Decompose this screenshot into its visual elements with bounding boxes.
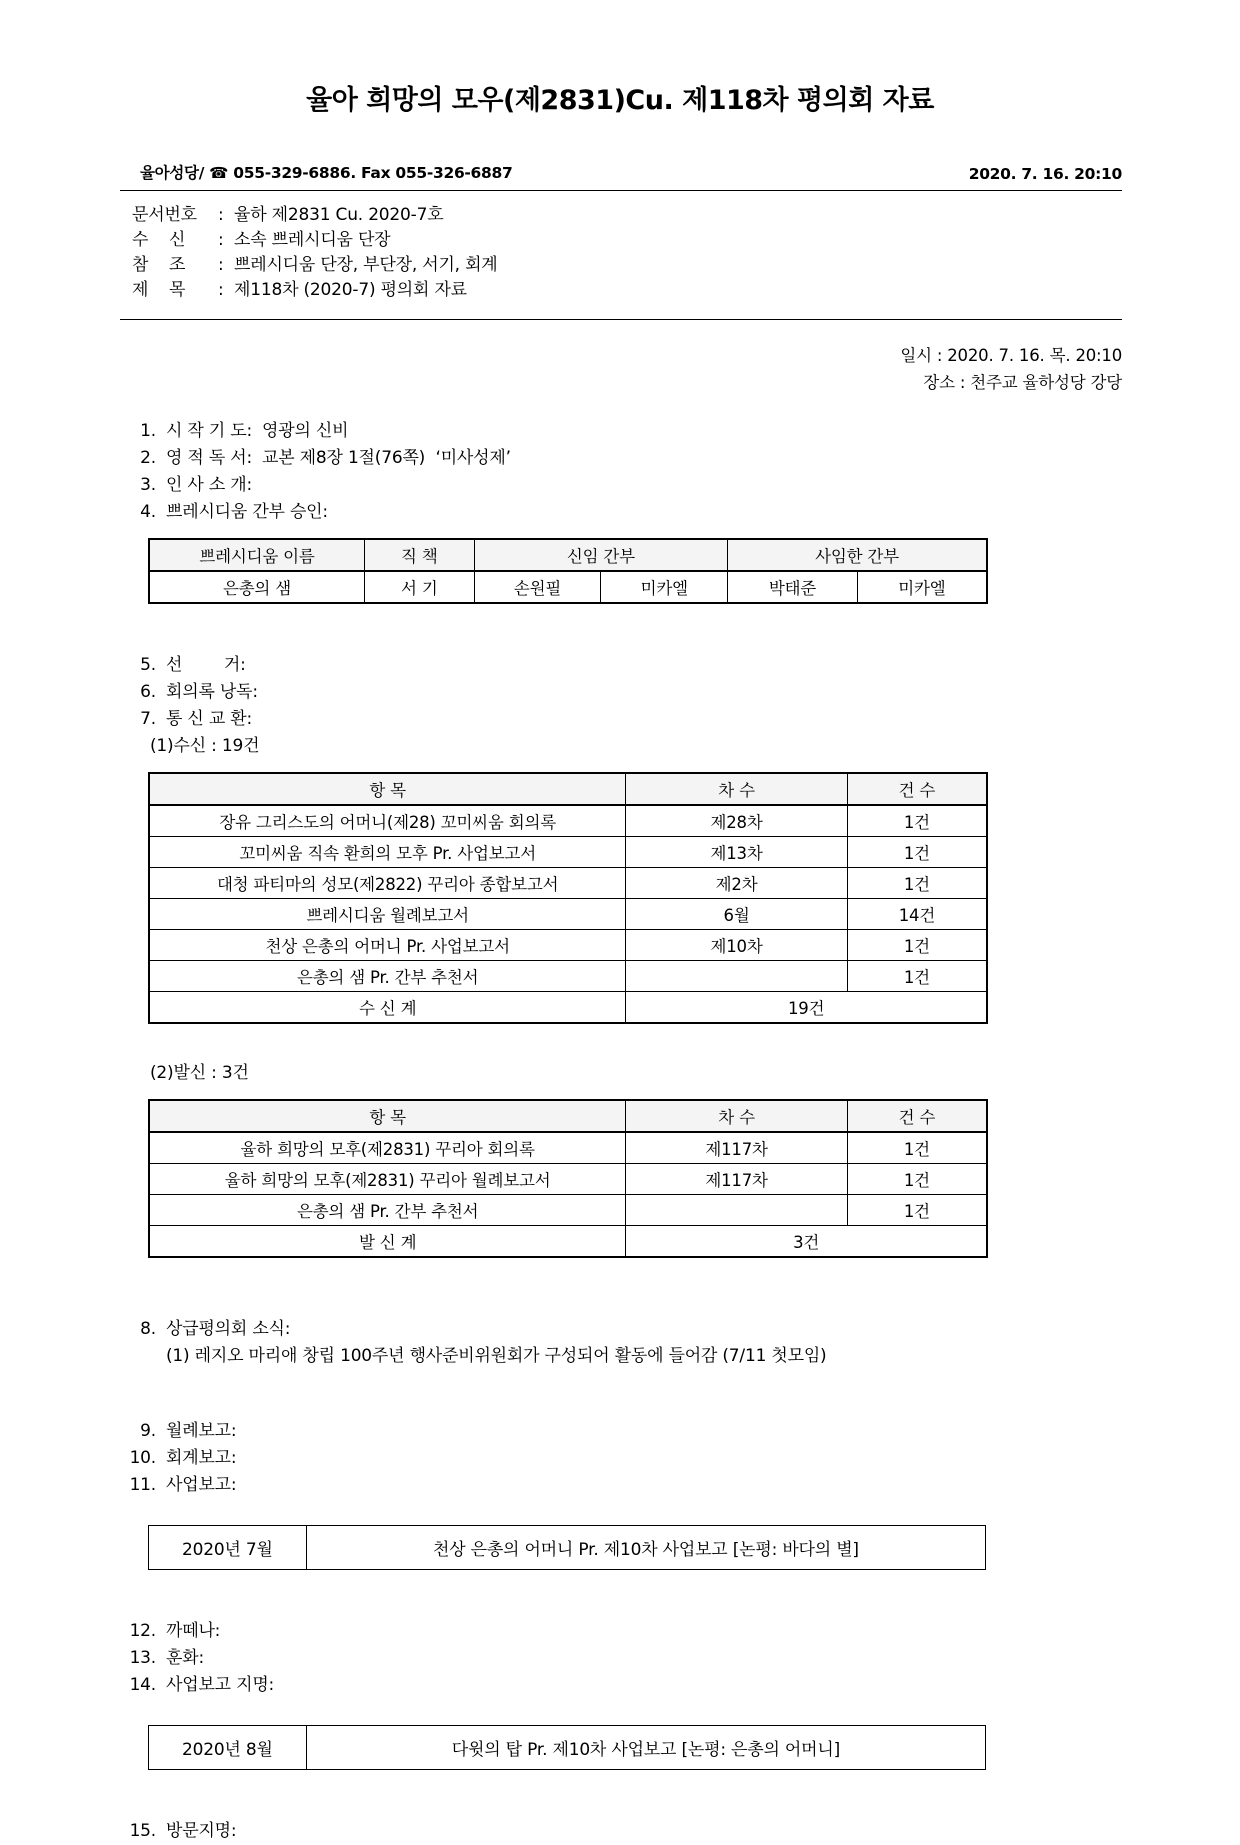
table-row — [149, 899, 987, 930]
agenda-list-2 — [0, 652, 1240, 733]
agenda-number-8: 8. — [140, 1319, 156, 1339]
agenda-spacer-12 — [156, 1618, 166, 1645]
meta-colon-cc: : — [218, 255, 224, 275]
received-caption: (1)수신 : 19건 — [150, 736, 260, 756]
table-row — [149, 571, 987, 603]
agenda-number-11: 11. — [129, 1475, 156, 1495]
officers-header-former: 사임한 간부 — [728, 539, 987, 571]
agenda-item-2 — [0, 445, 1240, 472]
agenda-number-6: 6. — [140, 682, 156, 702]
agenda-item-15 — [0, 1818, 1240, 1845]
table-row — [149, 961, 987, 992]
agenda-number-1: 1. — [140, 421, 156, 441]
agenda-number-5: 5. — [140, 655, 156, 675]
agenda-spacer-9 — [156, 1418, 166, 1445]
agenda-list-4 — [0, 1418, 1240, 1499]
sent-cell-item: 은총의 샘 Pr. 간부 추천서 — [149, 1195, 626, 1226]
table-row — [149, 868, 987, 899]
agenda-spacer-7 — [156, 706, 166, 733]
agenda-label-3: 인 사 소 개: — [166, 475, 253, 495]
parish-contact: 율아성당/ ☎ 055-329-6886. Fax 055-326-6887 — [140, 164, 513, 182]
received-header-count: 건 수 — [847, 773, 987, 805]
table-row — [149, 1195, 987, 1226]
received-header-session: 차 수 — [626, 773, 847, 805]
officers-cell-former-name: 박태준 — [728, 571, 858, 603]
agenda-label-14: 사업보고 지명: — [166, 1675, 275, 1695]
agenda-number-2: 2. — [140, 448, 156, 468]
agenda-number-3: 3. — [140, 475, 156, 495]
meeting-date: 일시 : 2020. 7. 16. 목. 20:10 — [900, 346, 1122, 365]
document-meta — [132, 203, 1240, 303]
received-cell-session — [626, 961, 847, 992]
received-cell-count: 1건 — [847, 805, 987, 837]
meta-row-subject — [132, 278, 1240, 303]
business-report-assign-description: 다윗의 탑 Pr. 제10차 사업보고 [논평: 은총의 어머니] — [306, 1726, 985, 1770]
page-title: 율아 희망의 모우(제2831)Cu. 제118차 평의회 자료 — [306, 85, 934, 116]
agenda-number-12: 12. — [129, 1621, 156, 1641]
spacer-after-assign — [0, 1770, 1240, 1796]
received-total-value: 19건 — [626, 992, 987, 1024]
agenda-list — [0, 418, 1240, 526]
agenda-spacer-4 — [156, 499, 166, 526]
agenda-label-4: 쁘레시디움 간부 승인: — [166, 502, 328, 522]
agenda-item-4 — [0, 499, 1240, 526]
sent-header-session: 차 수 — [626, 1100, 847, 1132]
received-cell-session: 제28차 — [626, 805, 847, 837]
spacer-before-officers — [0, 526, 1240, 538]
agenda-label-12: 까떼나: — [166, 1621, 221, 1641]
officers-table-body — [149, 571, 987, 603]
business-report-assign-body — [149, 1726, 986, 1770]
sent-cell-item: 율하 희망의 모후(제2831) 꾸리아 회의록 — [149, 1132, 626, 1164]
business-report-table — [148, 1525, 986, 1570]
meta-row-docnumber — [132, 203, 1240, 228]
header-divider-top — [120, 190, 1122, 191]
agenda-item-3 — [0, 472, 1240, 499]
received-cell-item: 대청 파티마의 성모(제2822) 꾸리아 종합보고서 — [149, 868, 626, 899]
received-cell-session: 제10차 — [626, 930, 847, 961]
meta-value-recipient: 소속 쁘레시디움 단장 — [234, 230, 391, 250]
received-cell-session: 제13차 — [626, 837, 847, 868]
sent-cell-count: 1건 — [847, 1164, 987, 1195]
meeting-info — [0, 342, 1122, 396]
officers-approval-table — [148, 538, 988, 604]
sent-caption: (2)발신 : 3건 — [150, 1063, 249, 1083]
meta-colon-recipient: : — [218, 230, 224, 250]
agenda-label-7: 통 신 교 환: — [166, 709, 253, 729]
agenda-label-9: 월례보고: — [166, 1421, 237, 1441]
officers-cell-presidium: 은총의 샘 — [149, 571, 364, 603]
agenda-spacer-6 — [156, 679, 166, 706]
business-report-assign-month: 2020년 8월 — [149, 1726, 307, 1770]
received-header-item: 항 목 — [149, 773, 626, 805]
received-table-body — [149, 805, 987, 1023]
received-cell-item: 쁘레시디움 월례보고서 — [149, 899, 626, 930]
agenda-spacer-1 — [156, 418, 166, 445]
sent-table-head — [149, 1100, 987, 1132]
spacer-before-received — [0, 760, 1240, 772]
agenda-item-12 — [0, 1618, 1240, 1645]
agenda-value-1: 영광의 신비 — [262, 421, 349, 441]
table-row — [149, 837, 987, 868]
agenda-label-6: 회의록 낭독: — [166, 682, 258, 702]
agenda-spacer-1b — [252, 418, 262, 445]
officers-header-presidium: 쁘레시디움 이름 — [149, 539, 364, 571]
sent-cell-session: 제117차 — [626, 1132, 847, 1164]
received-cell-count: 1건 — [847, 837, 987, 868]
business-report-body — [149, 1526, 986, 1570]
spacer-before-assign — [0, 1699, 1240, 1725]
sent-correspondence-table — [148, 1099, 988, 1258]
agenda-label-10: 회계보고: — [166, 1448, 237, 1468]
received-cell-session: 6월 — [626, 899, 847, 930]
agenda-number-10: 10. — [129, 1448, 156, 1468]
officers-header-row — [149, 539, 987, 571]
meta-label-cc: 참 조 — [132, 255, 186, 275]
agenda-number-7: 7. — [140, 709, 156, 729]
meta-colon-docnumber: : — [218, 205, 224, 225]
contact-row — [140, 117, 1122, 183]
table-row — [149, 1726, 986, 1770]
sent-header-count: 건 수 — [847, 1100, 987, 1132]
agenda-item-7 — [0, 706, 1240, 733]
sent-header-row — [149, 1100, 987, 1132]
spacer-before-report — [0, 1499, 1240, 1525]
received-cell-count: 1건 — [847, 868, 987, 899]
sent-total-value: 3건 — [626, 1226, 987, 1258]
received-cell-count: 1건 — [847, 961, 987, 992]
agenda-item-1 — [0, 418, 1240, 445]
meta-value-cc: 쁘레시디움 단장, 부단장, 서기, 회계 — [234, 255, 498, 275]
officers-cell-former-baptismal: 미카엘 — [857, 571, 987, 603]
sent-cell-session — [626, 1195, 847, 1226]
agenda-label-13: 훈화: — [166, 1648, 204, 1668]
agenda-item-5 — [0, 652, 1240, 679]
officers-cell-new-baptismal: 미카엘 — [601, 571, 728, 603]
received-correspondence-table — [148, 772, 988, 1024]
meta-label-docnumber: 문서번호 — [132, 205, 197, 225]
table-row — [149, 1526, 986, 1570]
business-report-description: 천상 은총의 어머니 Pr. 제10차 사업보고 [논평: 바다의 별] — [306, 1526, 985, 1570]
business-report-month: 2020년 7월 — [149, 1526, 307, 1570]
received-cell-session: 제2차 — [626, 868, 847, 899]
meeting-place: 장소 : 천주교 율하성당 강당 — [923, 373, 1122, 392]
officers-header-role: 직 책 — [364, 539, 474, 571]
spacer-after-officers — [0, 604, 1240, 630]
received-cell-item: 천상 은총의 어머니 Pr. 사업보고서 — [149, 930, 626, 961]
table-row — [149, 805, 987, 837]
meta-label-recipient: 수 신 — [132, 230, 186, 250]
agenda-spacer-2 — [156, 445, 166, 472]
agenda-spacer-11 — [156, 1472, 166, 1499]
sent-cell-count: 1건 — [847, 1132, 987, 1164]
sent-total-label: 발 신 계 — [149, 1226, 626, 1258]
received-cell-item: 은총의 샘 Pr. 간부 추천서 — [149, 961, 626, 992]
officers-table-head — [149, 539, 987, 571]
spacer-after-news — [0, 1370, 1240, 1396]
agenda-item-13 — [0, 1645, 1240, 1672]
agenda-item-11 — [0, 1472, 1240, 1499]
agenda-spacer-8 — [156, 1316, 166, 1343]
agenda-value-2: 교본 제8장 1절(76쪽) ‘미사성제’ — [262, 448, 511, 468]
agenda-item-14 — [0, 1672, 1240, 1699]
meta-value-subject: 제118차 (2020-7) 평의회 자료 — [234, 280, 467, 300]
sent-header-item: 항 목 — [149, 1100, 626, 1132]
agenda-label-15: 방문지명: — [166, 1821, 237, 1841]
header-divider-bottom — [120, 319, 1122, 320]
document-timestamp: 2020. 7. 16. 20:10 — [968, 165, 1122, 183]
received-total-label: 수 신 계 — [149, 992, 626, 1024]
officers-cell-new-name: 손원필 — [474, 571, 601, 603]
agenda-label-11: 사업보고: — [166, 1475, 237, 1495]
agenda-spacer-15 — [156, 1818, 166, 1845]
agenda-spacer-2b — [252, 445, 262, 472]
business-report-assign-table — [148, 1725, 986, 1770]
officers-header-new: 신임 간부 — [474, 539, 727, 571]
agenda-label-1: 시 작 기 도: — [166, 421, 253, 441]
sent-total-row — [149, 1226, 987, 1258]
agenda-label-5: 선 거: — [166, 655, 246, 675]
agenda-spacer-3 — [156, 472, 166, 499]
agenda-item-10 — [0, 1445, 1240, 1472]
agenda-item-6 — [0, 679, 1240, 706]
agenda-spacer-10 — [156, 1445, 166, 1472]
agenda-number-15: 15. — [129, 1821, 156, 1841]
agenda-number-14: 14. — [129, 1675, 156, 1695]
agenda-spacer-14 — [156, 1672, 166, 1699]
meta-row-cc — [132, 253, 1240, 278]
received-cell-count: 1건 — [847, 930, 987, 961]
received-header-row — [149, 773, 987, 805]
officers-cell-role: 서 기 — [364, 571, 474, 603]
spacer-after-sent — [0, 1258, 1240, 1294]
agenda-label-8: 상급평의회 소식: — [166, 1319, 291, 1339]
agenda-list-3 — [0, 1316, 1240, 1343]
sent-cell-count: 1건 — [847, 1195, 987, 1226]
agenda-spacer-13 — [156, 1645, 166, 1672]
agenda-list-6 — [0, 1818, 1240, 1845]
sent-table-body — [149, 1132, 987, 1257]
meta-label-subject: 제 목 — [132, 280, 186, 300]
received-cell-item: 장유 그리스도의 어머니(제28) 꼬미씨움 회의록 — [149, 805, 626, 837]
agenda-item-9 — [0, 1418, 1240, 1445]
agenda-label-2: 영 적 독 서: — [166, 448, 253, 468]
agenda-spacer-5 — [156, 652, 166, 679]
spacer-before-sent — [0, 1087, 1240, 1099]
meta-colon-subject: : — [218, 280, 224, 300]
meta-value-docnumber: 율하 제2831 Cu. 2020-7호 — [234, 205, 444, 225]
spacer-after-received — [0, 1024, 1240, 1060]
agenda-number-13: 13. — [129, 1648, 156, 1668]
sent-cell-item: 율하 희망의 모후(제2831) 꾸리아 월례보고서 — [149, 1164, 626, 1195]
table-row — [149, 930, 987, 961]
agenda-number-4: 4. — [140, 502, 156, 522]
received-cell-item: 꼬미씨움 직속 환희의 모후 Pr. 사업보고서 — [149, 837, 626, 868]
sent-cell-session: 제117차 — [626, 1164, 847, 1195]
agenda-list-5 — [0, 1618, 1240, 1699]
received-cell-count: 14건 — [847, 899, 987, 930]
upper-council-news-line: (1) 레지오 마리애 창립 100주년 행사준비위원회가 구성되어 활동에 들어감 (7/11 첫모임) — [166, 1346, 827, 1366]
received-total-row — [149, 992, 987, 1024]
agenda-number-9: 9. — [140, 1421, 156, 1441]
table-row — [149, 1164, 987, 1195]
agenda-item-8 — [0, 1316, 1240, 1343]
spacer-after-report — [0, 1570, 1240, 1596]
received-table-head — [149, 773, 987, 805]
table-row — [149, 1132, 987, 1164]
meta-row-recipient — [132, 228, 1240, 253]
